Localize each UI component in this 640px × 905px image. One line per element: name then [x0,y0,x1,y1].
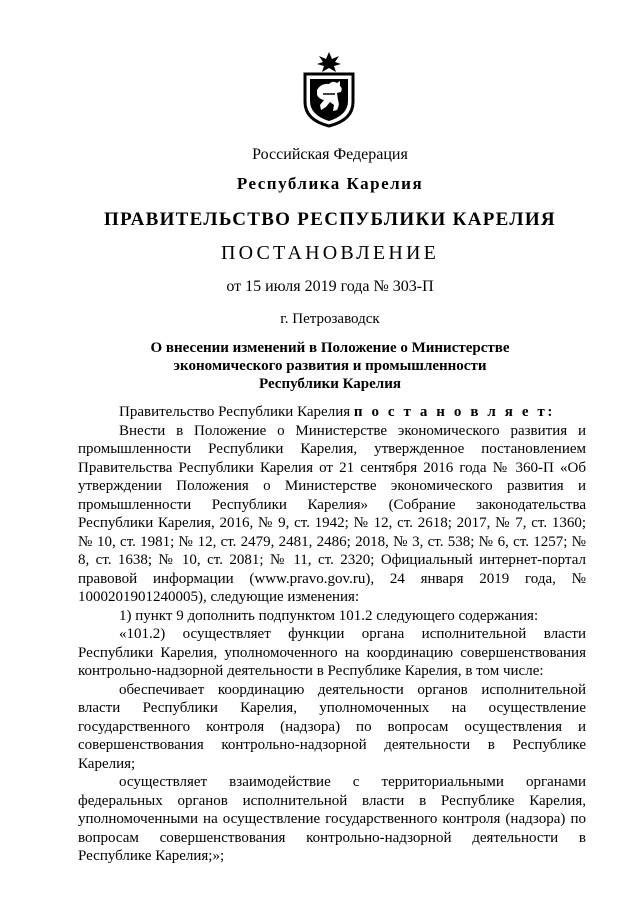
karelia-coat-of-arms-icon [299,50,359,128]
body-paragraph: 1) пункт 9 дополнить подпунктом 101.2 следующего содержания: [119,607,539,624]
document-type: ПОСТАНОВЛЕНИЕ [220,242,440,264]
title-line: Республики Карелия [259,376,401,392]
intro-paragraph [78,403,586,422]
government-name: ПРАВИТЕЛЬСТВО РЕСПУБЛИКИ КАРЕЛИЯ [104,209,556,230]
country-name: Российская Федерация [252,146,408,163]
document-date-number: от 15 июля 2019 года № 303-П [226,278,434,295]
document-title [90,339,570,393]
intro-text: Правительство Республики Карелия [119,404,354,420]
body-paragraph: Внести в Положение о Министерстве экономического развития и промышленности Республики Карелия, утвержденное постановлением Правительства Республики Карелия от 21 сентября 2016 года № 360-П «Об утверждении Положения о Министерстве экономического развития и промышленности Республики Карелия» (Собрание законодательства Республики Карелия, 2016, № 9, ст. 1942; № 12, ст. 2618; 2017, № 7, ст. 1360; № 10, ст. 1981; № 12, ст. 2479, 2481, 2486; 2018, № 3, ст. 538; № 6, ст. 1257; № 8, ст. 1638; № 10, ст. 2081; № 11, ст. 2320; Официальный интернет-портал правовой информации (www.pravo.gov.ru), 24 января 2019 года, № 1000201901240005), следующие изменения: [78,422,586,605]
republic-name: Республика Карелия [236,174,424,193]
title-line: О внесении изменений в Положение о Министерстве [150,340,510,356]
title-line: экономического развития и промышленности [173,358,487,374]
document-city: г. Петрозаводск [280,311,380,327]
intro-decree-word: п о с т а н о в л я е т: [353,404,555,420]
document-body [78,403,586,866]
body-paragraph: «101.2) осуществляет функции органа исполнительной власти Республики Карелия, уполномоченного на координацию совершенствования контрольно-надзорной деятельности в Республике Карелия, в том числе: [78,626,586,679]
body-paragraph: осуществляет взаимодействие с территориальными органами федеральных органов исполнительной власти в Республике Карелия, уполномоченными на осуществление государственного контроля (надзора) по вопросам совершенствования контрольно-надзорной деятельности в Республике Карелия;»; [78,774,586,864]
body-paragraph: обеспечивает координацию деятельности органов исполнительной власти Республики Карелия, уполномоченных на осуществление государственного контроля (надзора) по вопросам осуществления и совершенствования контрольно-надзорной деятельности в Республике Карелия; [78,681,586,772]
